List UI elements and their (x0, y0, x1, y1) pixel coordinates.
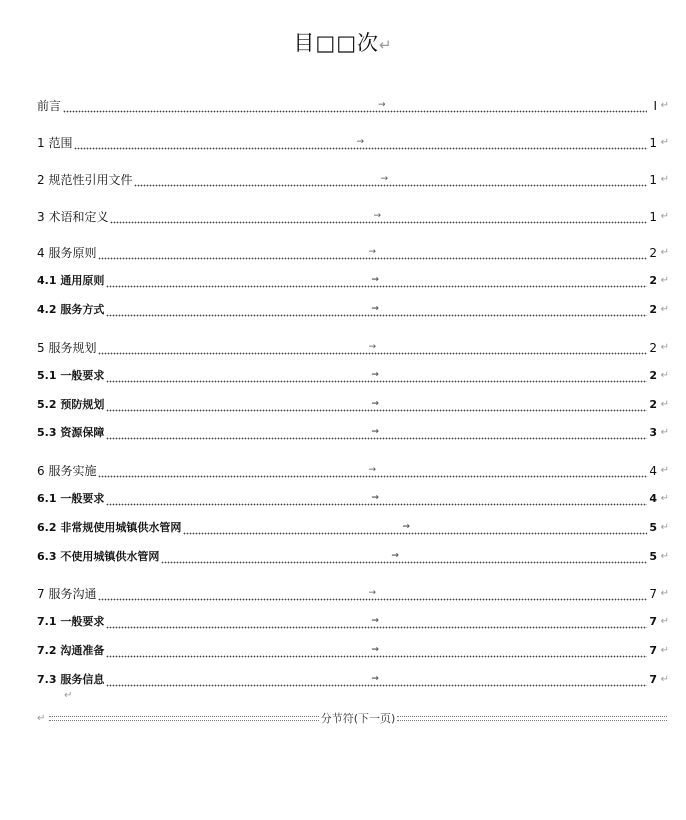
toc-dot-leader (106, 615, 647, 629)
toc-entry[interactable] (37, 365, 669, 383)
toc-dot-leader (98, 341, 647, 355)
tab-arrow-icon: → (371, 304, 379, 314)
toc-entry-label: 5.2 预防规划 (37, 398, 105, 411)
section-break (37, 711, 667, 725)
toc-dot-leader (106, 644, 647, 658)
toc-page-number: 7 (649, 615, 657, 628)
toc-title-text: 目□□次 (293, 31, 380, 55)
toc-dot-leader (106, 274, 647, 288)
tab-arrow-icon: → (368, 342, 376, 352)
paragraph-mark-icon: ↵ (660, 342, 669, 353)
toc-entry[interactable] (37, 517, 669, 535)
toc-dot-leader (161, 550, 647, 564)
toc-entry[interactable] (37, 669, 669, 687)
toc-page-number: 2 (649, 303, 657, 316)
paragraph-mark-icon: ↵ (379, 36, 393, 54)
toc-page-number: 2 (649, 369, 657, 382)
tab-arrow-icon: → (371, 616, 379, 626)
toc-entry-label: 5 服务规划 (37, 341, 97, 355)
toc-entry[interactable] (37, 460, 669, 478)
toc-entry[interactable] (37, 95, 669, 113)
toc-dot-leader (63, 99, 647, 113)
tab-arrow-icon: → (371, 399, 379, 409)
toc-page-number: 2 (649, 246, 657, 260)
toc-dot-leader (98, 464, 647, 478)
tab-arrow-icon: → (371, 427, 379, 437)
paragraph-mark-icon: ↵ (37, 712, 46, 724)
paragraph-mark-icon: ↵ (660, 493, 669, 504)
tab-arrow-icon: → (378, 100, 386, 110)
toc-entry[interactable] (37, 546, 669, 564)
toc-page-number: 3 (649, 426, 657, 439)
toc-entry-label: 3 术语和定义 (37, 210, 109, 224)
toc-page-number: Ⅰ (653, 99, 657, 113)
toc-page-number: 5 (649, 521, 657, 534)
toc-entry-label: 6.2 非常规使用城镇供水管网 (37, 521, 182, 534)
toc-page-number: 5 (649, 550, 657, 563)
toc-page-number: 1 (649, 173, 657, 187)
paragraph-mark-icon: ↵ (660, 588, 669, 599)
tab-arrow-icon: → (380, 174, 388, 184)
paragraph-mark-icon: ↵ (660, 275, 669, 286)
toc-entry[interactable] (37, 132, 669, 150)
toc-dot-leader (106, 492, 647, 506)
toc-entry-label: 4 服务原则 (37, 246, 97, 260)
toc-entry[interactable] (37, 394, 669, 412)
paragraph-mark-icon: ↵ (660, 370, 669, 381)
paragraph-mark-icon: ↵ (660, 211, 669, 222)
paragraph-mark-icon: ↵ (660, 674, 669, 685)
toc-page-number: 7 (649, 644, 657, 657)
toc-page-number: 7 (649, 673, 657, 686)
tab-arrow-icon: → (371, 674, 379, 684)
paragraph-mark-icon: ↵ (660, 100, 669, 111)
paragraph-mark-icon: ↵ (660, 247, 669, 258)
toc-entry-label: 2 规范性引用文件 (37, 173, 133, 187)
toc-entry[interactable] (37, 422, 669, 440)
tab-arrow-icon: → (371, 493, 379, 503)
tab-arrow-icon: → (371, 645, 379, 655)
toc-dot-leader (106, 398, 647, 412)
paragraph-mark-icon: ↵ (660, 645, 669, 656)
toc-dot-leader (98, 587, 647, 601)
toc-dot-leader (106, 426, 647, 440)
toc-entry[interactable] (37, 169, 669, 187)
toc-dot-leader (106, 303, 647, 317)
toc-dot-leader (98, 246, 647, 260)
toc-page-number: 2 (649, 274, 657, 287)
toc-page-number: 2 (649, 398, 657, 411)
paragraph-mark-icon: ↵ (660, 399, 669, 410)
toc-dot-leader (106, 369, 647, 383)
toc-dot-leader (134, 173, 647, 187)
tab-arrow-icon: → (391, 551, 399, 561)
tab-arrow-icon: → (373, 211, 381, 221)
tab-arrow-icon: → (402, 522, 410, 532)
tab-arrow-icon: → (371, 370, 379, 380)
toc-entry[interactable] (37, 488, 669, 506)
tab-arrow-icon: → (368, 247, 376, 257)
tab-arrow-icon: → (371, 275, 379, 285)
toc-entry-label: 6 服务实施 (37, 464, 97, 478)
toc-entry-label: 7.1 一般要求 (37, 615, 105, 628)
toc-entry[interactable] (37, 640, 669, 658)
toc-entry[interactable] (37, 270, 669, 288)
toc-entry-label: 4.1 通用原则 (37, 274, 105, 287)
toc-dot-leader (110, 210, 647, 224)
toc-page-number: 1 (649, 210, 657, 224)
section-break-line-left (49, 716, 319, 721)
toc-entry[interactable] (37, 337, 669, 355)
toc-entry-label: 7.3 服务信息 (37, 673, 105, 686)
paragraph-mark-icon: ↵ (660, 616, 669, 627)
toc-entry[interactable] (37, 206, 669, 224)
toc-entry[interactable] (37, 583, 669, 601)
toc-page-number: 7 (649, 587, 657, 601)
section-break-label: 分节符(下一页) (320, 712, 396, 725)
toc-title (0, 27, 686, 57)
toc-entry-label: 7 服务沟通 (37, 587, 97, 601)
toc-page-number: 4 (649, 492, 657, 505)
toc-dot-leader (74, 136, 647, 150)
paragraph-mark-icon: ↵ (660, 174, 669, 185)
tab-arrow-icon: → (368, 588, 376, 598)
paragraph-mark-icon: ↵ (660, 551, 669, 562)
toc-entry[interactable] (37, 242, 669, 260)
toc-entry[interactable] (37, 611, 669, 629)
toc-entry-label: 7.2 沟通准备 (37, 644, 105, 657)
toc-entry-label: 1 范围 (37, 136, 73, 150)
toc-entry-label: 5.1 一般要求 (37, 369, 105, 382)
toc-entry-label: 6.3 不使用城镇供水管网 (37, 550, 160, 563)
toc-dot-leader (106, 673, 647, 687)
paragraph-mark-icon: ↵ (660, 427, 669, 438)
paragraph-mark-icon: ↵ (660, 137, 669, 148)
toc-page-number: 4 (649, 464, 657, 478)
empty-paragraph-mark-icon: ↵ (64, 690, 73, 701)
toc-page-number: 2 (649, 341, 657, 355)
toc-page-number: 1 (649, 136, 657, 150)
toc-entry-label: 前言 (37, 99, 62, 113)
toc-entry-label: 6.1 一般要求 (37, 492, 105, 505)
paragraph-mark-icon: ↵ (660, 522, 669, 533)
tab-arrow-icon: → (368, 465, 376, 475)
section-break-line-right (397, 716, 667, 721)
paragraph-mark-icon: ↵ (660, 465, 669, 476)
toc-entry[interactable] (37, 299, 669, 317)
toc-entry-label: 5.3 资源保障 (37, 426, 105, 439)
toc-dot-leader (183, 521, 647, 535)
toc-entry-label: 4.2 服务方式 (37, 303, 105, 316)
tab-arrow-icon: → (356, 137, 364, 147)
paragraph-mark-icon: ↵ (660, 304, 669, 315)
